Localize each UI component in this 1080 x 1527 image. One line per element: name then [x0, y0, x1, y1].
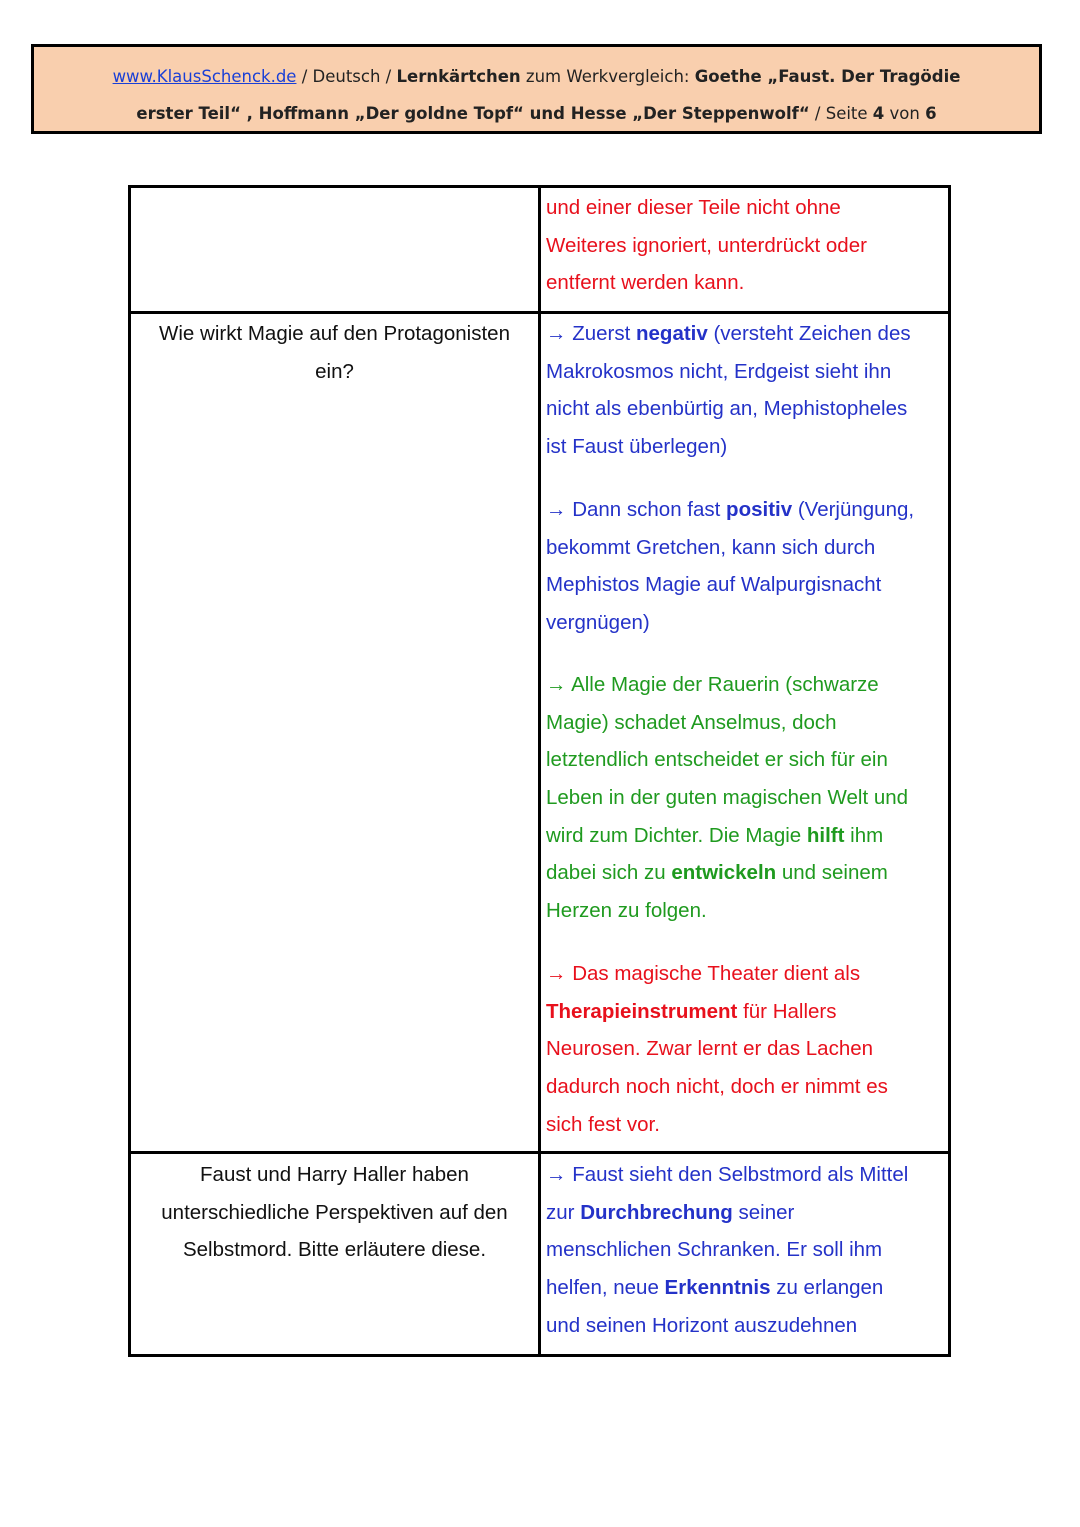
- answer-line: Therapieinstrument für Hallers: [546, 999, 837, 1023]
- answer-line: → Alle Magie der Rauerin (schwarze: [546, 673, 879, 696]
- answer-line: Makrokosmos nicht, Erdgeist sieht ihn: [546, 359, 892, 383]
- question-cell-magic: [131, 315, 538, 390]
- emphasis: Erkenntnis: [664, 1276, 771, 1300]
- header-subject: Lernkärtchen: [396, 67, 521, 86]
- question-line: unterschiedliche Perspektiven auf den: [161, 1200, 508, 1224]
- answer-line: Leben in der guten magischen Welt und: [546, 786, 909, 810]
- row-divider: [128, 311, 951, 314]
- header-title-b: erster Teil“ , Hoffmann „Der goldne Topf“ und Hesse „Der Steppenwolf“: [136, 104, 810, 123]
- answer-line: menschlichen Schranken. Er soll ihm: [546, 1238, 883, 1262]
- question-cell-suicide: [131, 1156, 538, 1269]
- answer-line: dadurch noch nicht, doch er nimmt es: [546, 1075, 888, 1099]
- page-number: 4: [872, 104, 885, 123]
- question-line: Selbstmord. Bitte erläutere diese.: [182, 1238, 487, 1262]
- answer-block-faust-suicide: [546, 1156, 946, 1344]
- answer-line: bekommt Gretchen, kann sich durch: [546, 535, 876, 559]
- answer-line: sich fest vor.: [546, 1112, 660, 1136]
- answer-line: dabei sich zu entwickeln und seinem: [546, 861, 888, 885]
- emphasis: entwickeln: [671, 861, 777, 885]
- header-line-2: erster Teil“ , Hoffmann „Der goldne Topf“ und Hesse „Der Steppenwolf“ / Seite 4 von 6: [136, 104, 937, 123]
- answer-block-faust-negative: [546, 315, 946, 466]
- answer-line: → Das magische Theater dient als: [546, 962, 861, 985]
- page-total: 6: [925, 104, 937, 123]
- answer-line: → Faust sieht den Selbstmord als Mittel: [546, 1163, 909, 1186]
- header-line-1: www.KlausSchenck.de / Deutsch / Lernkärtchen zum Werkvergleich: Goethe „Faust. Der Tragödie: [112, 67, 961, 86]
- answer-block-anselmus: [546, 666, 946, 930]
- answer-cell-continuation: [546, 189, 946, 302]
- question-line: Faust und Harry Haller haben: [200, 1163, 469, 1186]
- answer-line: → Zuerst negativ (versteht Zeichen des: [546, 322, 911, 345]
- answer-line: vergnügen): [546, 611, 650, 635]
- column-divider: [538, 185, 541, 1357]
- answer-line: Herzen zu folgen.: [546, 899, 707, 923]
- answer-line: zur Durchbrechung seiner: [546, 1200, 795, 1224]
- header-title-a: Goethe „Faust. Der Tragödie: [694, 67, 961, 86]
- answer-line: Mephistos Magie auf Walpurgisnacht: [546, 573, 882, 597]
- answer-line: Weiteres ignoriert, unterdrückt oder: [546, 233, 867, 257]
- answer-line: wird zum Dichter. Die Magie hilft ihm: [546, 823, 884, 847]
- emphasis: Durchbrechung: [580, 1200, 733, 1224]
- answer-line: Magie) schadet Anselmus, doch: [546, 710, 837, 734]
- answer-line: ist Faust überlegen): [546, 435, 728, 459]
- answer-line: entfernt werden kann.: [546, 271, 745, 295]
- emphasis: Therapieinstrument: [546, 999, 738, 1023]
- question-line: ein?: [315, 359, 354, 383]
- page-header: [31, 44, 1042, 134]
- row-divider: [128, 1151, 951, 1154]
- emphasis: positiv: [726, 498, 793, 521]
- answer-line: und seinen Horizont auszudehnen: [546, 1313, 858, 1337]
- answer-line: letztendlich entscheidet er sich für ein: [546, 748, 888, 772]
- answer-line: nicht als ebenbürtig an, Mephistopheles: [546, 397, 908, 421]
- answer-line: Neurosen. Zwar lernt er das Lachen: [546, 1037, 874, 1061]
- question-line: Wie wirkt Magie auf den Protagonisten: [159, 322, 510, 345]
- emphasis: negativ: [636, 322, 708, 345]
- answer-block-faust-positive: [546, 491, 946, 642]
- site-link[interactable]: www.KlausSchenck.de: [112, 67, 297, 86]
- emphasis: hilft: [806, 823, 845, 847]
- answer-line: helfen, neue Erkenntnis zu erlangen: [546, 1276, 884, 1300]
- answer-line: → Dann schon fast positiv (Verjüngung,: [546, 498, 915, 521]
- answer-line: und einer dieser Teile nicht ohne: [546, 196, 841, 219]
- answer-block-haller-theater: [546, 955, 946, 1143]
